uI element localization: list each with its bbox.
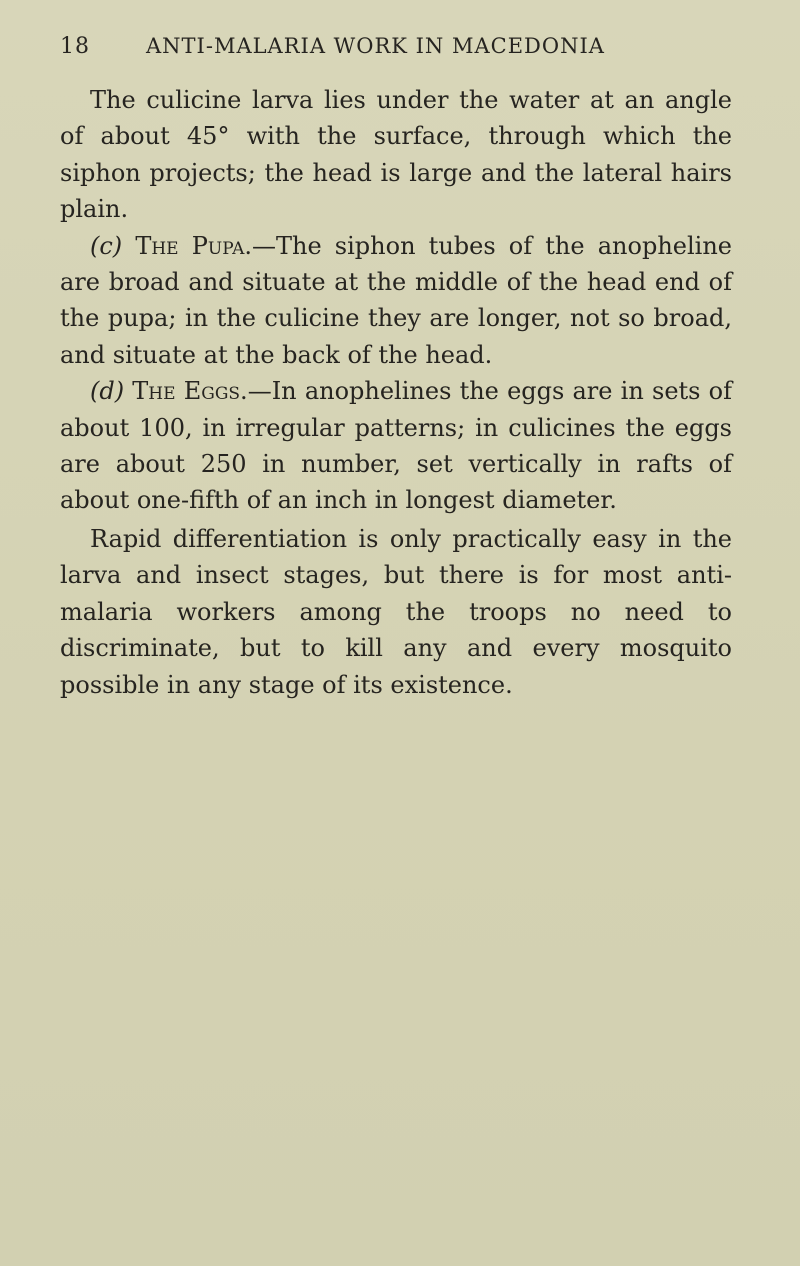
page-number: 18 [60, 34, 90, 59]
section-label: (d) [90, 377, 125, 406]
section-heading: The Eggs. [132, 377, 248, 406]
paragraph-text: —In anophelines the eggs are in sets of about 100, in irregular patterns; in culicines the eggs are about 250 in number, set vertically in rafts of about one-fifth of an inch in longest diameter. [60, 377, 732, 515]
paragraph-larva [60, 82, 732, 228]
body-text [60, 82, 732, 703]
running-head: ANTI-MALARIA WORK IN MACEDONIA [146, 34, 605, 58]
paragraph-text: —The siphon tubes of the anopheline are broad and situate at the middle of the head end of the pupa; in the culicine they are longer, not so broad, and situate at the back of the head. [60, 231, 732, 369]
paragraph-eggs [60, 373, 732, 519]
page-header [60, 34, 740, 64]
paragraph-pupa [60, 228, 732, 374]
paragraph-text: Rapid differentiation is only practically easy in the larva and insect stages, but there is for most anti-malaria workers among the troops no need to discriminate, but to kill any and every mosquito possible in any stage of its existence. [60, 524, 732, 699]
section-heading: The Pupa. [135, 231, 252, 260]
paragraph-differentiation [60, 521, 732, 703]
section-label: (c) [90, 231, 123, 260]
paragraph-text: The culicine larva lies under the water at an angle of about 45° with the surface, through which the siphon projects; the head is large and the lateral hairs plain. [60, 86, 732, 224]
